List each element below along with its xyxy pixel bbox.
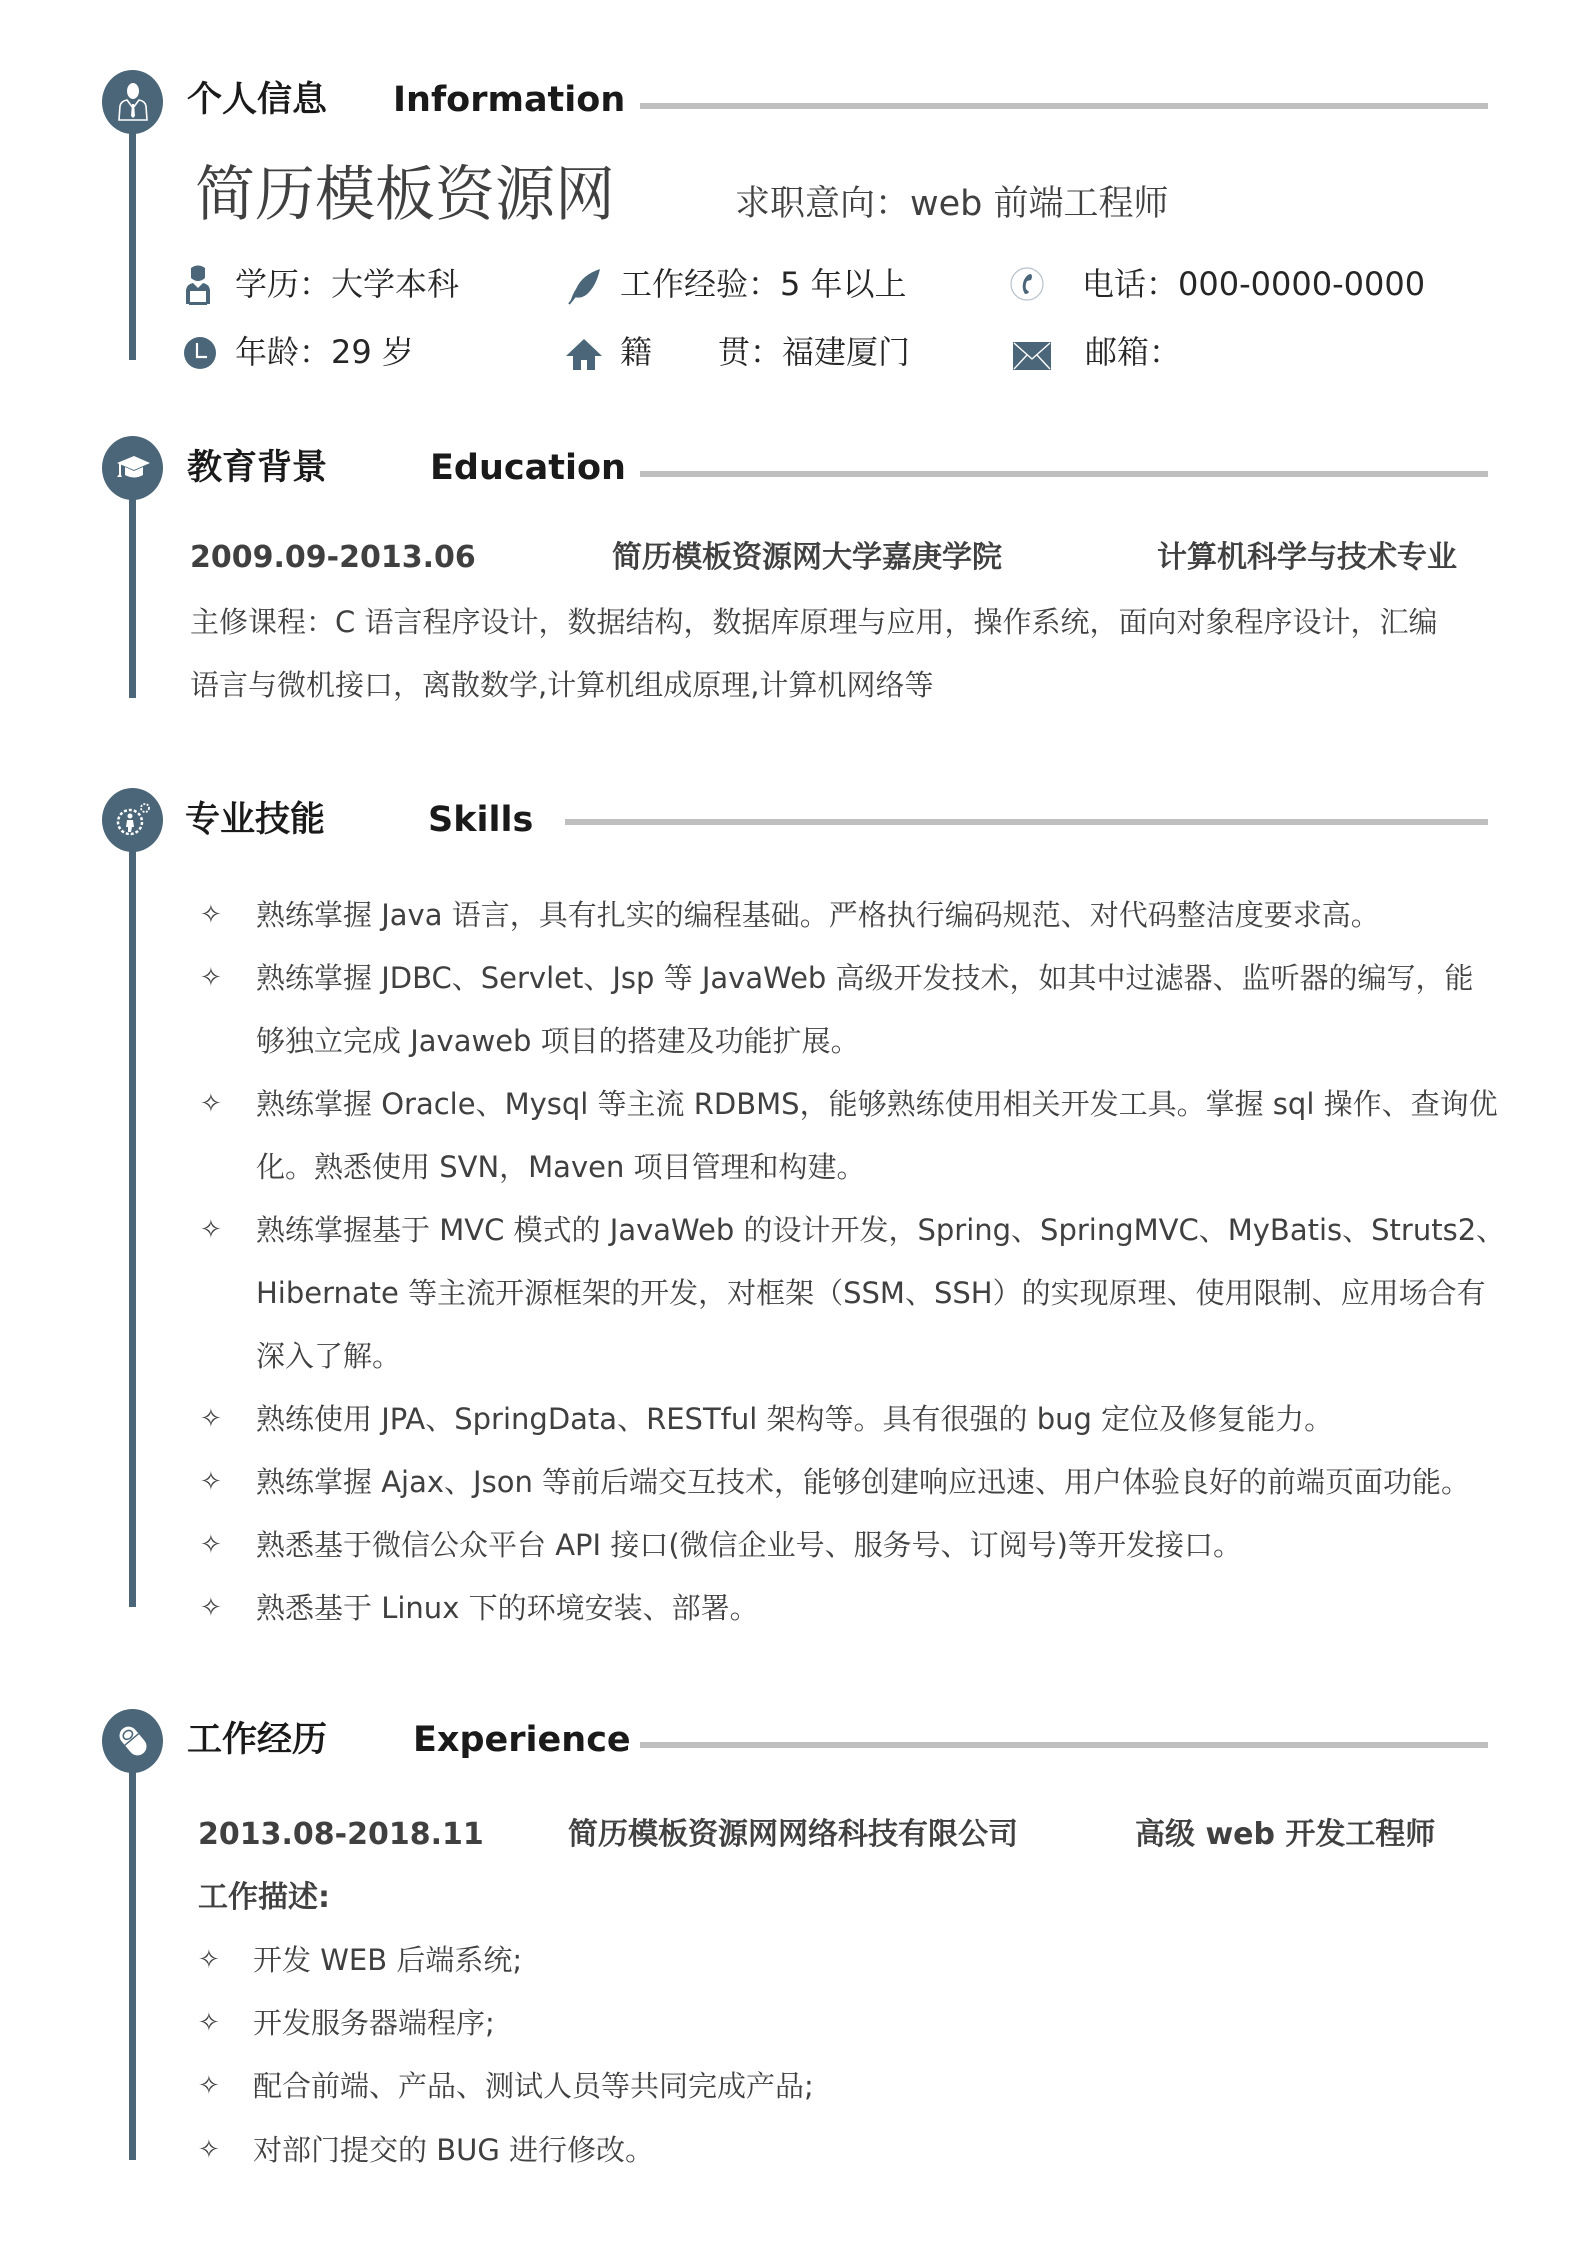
skill-text: 够独立完成 Javaweb 项目的搭建及功能扩展。 xyxy=(256,1024,860,1058)
gear-person-icon xyxy=(113,800,153,840)
info-title-en: Information xyxy=(393,80,626,120)
skill-text: 熟练掌握 Oracle、Mysql 等主流 RDBMS，能够熟练使用相关开发工具。掌握 sql 操作、查询优 xyxy=(256,1087,1498,1121)
skill-text: 熟练掌握 JDBC、Servlet、Jsp 等 JavaWeb 高级开发技术，如其中过滤器、监听器的编写，能 xyxy=(256,961,1474,995)
sparkle-bullet-icon: ✧ xyxy=(200,963,222,993)
field-education: 学历：大学本科 xyxy=(235,265,460,303)
experience-divider xyxy=(640,1742,1488,1748)
sparkle-bullet-icon: ✧ xyxy=(200,900,222,930)
timeline-line-education xyxy=(129,480,136,698)
skills-divider xyxy=(565,819,1488,825)
skill-text: 熟练掌握 Ajax、Json 等前后端交互技术，能够创建响应迅速、用户体验良好的前端页面功能。 xyxy=(256,1465,1471,1499)
businessman-icon xyxy=(115,82,151,122)
sparkle-bullet-icon: ✧ xyxy=(198,2135,220,2165)
field-experience-years: 工作经验：5 年以上 xyxy=(620,265,907,303)
skill-text: 熟练使用 JPA、SpringData、RESTful 架构等。具有很强的 bug 定位及修复能力。 xyxy=(256,1402,1334,1436)
clock-icon xyxy=(183,336,217,370)
education-title-en: Education xyxy=(430,448,626,488)
sparkle-bullet-icon: ✧ xyxy=(200,1404,222,1434)
job-intent: 求职意向：web 前端工程师 xyxy=(735,184,1169,224)
education-major: 计算机科学与技术专业 xyxy=(1157,540,1457,575)
education-divider xyxy=(640,471,1488,477)
duty-text: 开发服务器端程序; xyxy=(253,2006,495,2040)
timeline-line-info xyxy=(129,120,136,360)
skill-text: Hibernate 等主流开源框架的开发，对框架（SSM、SSH）的实现原理、使用限制、应用场合有 xyxy=(256,1276,1486,1310)
skill-text: 熟练掌握 Java 语言，具有扎实的编程基础。严格执行编码规范、对代码整洁度要求高。 xyxy=(256,898,1380,932)
education-courses-line2: 语言与微机接口，离散数学,计算机组成原理,计算机网络等 xyxy=(190,668,934,702)
skill-text: 熟悉基于 Linux 下的环境安装、部署。 xyxy=(256,1591,759,1625)
experience-title-cn: 工作经历 xyxy=(187,1720,328,1760)
sparkle-bullet-icon: ✧ xyxy=(200,1089,222,1119)
sparkle-bullet-icon: ✧ xyxy=(200,1593,222,1623)
field-email: 邮箱： xyxy=(1085,333,1182,371)
experience-title-en: Experience xyxy=(413,1720,631,1760)
field-age: 年龄：29 岁 xyxy=(235,333,414,371)
skills-title-cn: 专业技能 xyxy=(185,800,326,840)
person-icon xyxy=(183,264,213,306)
timeline-line-experience xyxy=(129,1755,136,2160)
field-hometown-label: 籍 xyxy=(620,333,653,371)
duty-text: 配合前端、产品、测试人员等共同完成产品; xyxy=(253,2069,814,2103)
education-badge xyxy=(102,436,163,500)
skill-text: 深入了解。 xyxy=(256,1339,402,1373)
sparkle-bullet-icon: ✧ xyxy=(200,1530,222,1560)
sparkle-bullet-icon: ✧ xyxy=(198,2071,220,2101)
candidate-name: 简历模板资源网 xyxy=(195,160,615,230)
field-phone: 电话：000-0000-0000 xyxy=(1082,265,1426,303)
education-school: 简历模板资源网大学嘉庚学院 xyxy=(612,540,1002,575)
phone-icon xyxy=(1009,266,1045,302)
experience-position: 高级 web 开发工程师 xyxy=(1135,1817,1436,1852)
experience-desc-label: 工作描述: xyxy=(198,1880,330,1915)
experience-date: 2013.08-2018.11 xyxy=(198,1817,484,1852)
skills-badge xyxy=(102,788,163,852)
sparkle-bullet-icon: ✧ xyxy=(200,1215,222,1245)
sparkle-bullet-icon: ✧ xyxy=(198,2008,220,2038)
duty-text: 开发 WEB 后端系统; xyxy=(253,1943,523,1977)
experience-badge xyxy=(102,1709,163,1773)
home-icon xyxy=(565,337,603,371)
info-title-cn: 个人信息 xyxy=(187,80,328,120)
sparkle-bullet-icon: ✧ xyxy=(198,1945,220,1975)
skill-text: 熟练掌握基于 MVC 模式的 JavaWeb 的设计开发，Spring、SpringMVC、MyBatis、Struts2、 xyxy=(256,1213,1506,1247)
info-badge xyxy=(102,70,163,134)
graduation-cap-icon xyxy=(114,453,152,483)
skill-text: 化。熟悉使用 SVN，Maven 项目管理和构建。 xyxy=(256,1150,866,1184)
experience-company: 简历模板资源网网络科技有限公司 xyxy=(568,1817,1018,1852)
duty-text: 对部门提交的 BUG 进行修改。 xyxy=(253,2133,655,2167)
education-date: 2009.09-2013.06 xyxy=(190,540,476,575)
education-title-cn: 教育背景 xyxy=(187,448,328,488)
education-courses-line1: 主修课程：C 语言程序设计，数据结构，数据库原理与应用，操作系统，面向对象程序设计，汇编 xyxy=(190,605,1438,639)
leaf-icon xyxy=(566,265,602,305)
info-divider xyxy=(640,103,1488,109)
sparkle-bullet-icon: ✧ xyxy=(200,1467,222,1497)
mail-icon xyxy=(1013,342,1051,370)
timeline-line-skills xyxy=(129,835,136,1607)
skill-text: 熟悉基于微信公众平台 API 接口(微信企业号、服务号、订阅号)等开发接口。 xyxy=(256,1528,1242,1562)
skills-title-en: Skills xyxy=(428,800,534,840)
mouse-icon xyxy=(115,1722,151,1760)
field-hometown: 贯：福建厦门 xyxy=(718,333,911,371)
